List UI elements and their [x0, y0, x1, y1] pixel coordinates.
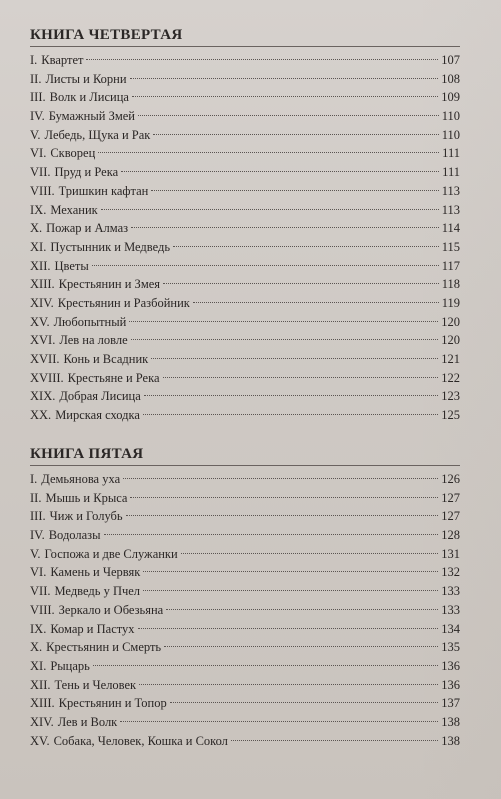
toc-entry: [30, 313, 460, 332]
dot-leader: [143, 571, 438, 572]
entry-page-number: 132: [441, 565, 460, 580]
entry-page-number: 138: [441, 733, 460, 748]
toc-entry: [30, 294, 460, 313]
entry-page-number: 119: [441, 295, 460, 310]
dot-leader: [104, 534, 439, 535]
entry-number: XI.: [30, 239, 47, 254]
book-five-divider: [30, 465, 460, 466]
entry-number: IX.: [30, 202, 47, 217]
toc-entry: [30, 107, 460, 126]
toc-entry: [30, 563, 460, 582]
book-four-contents: [30, 51, 460, 425]
toc-entry: [30, 694, 460, 713]
dot-leader: [138, 628, 439, 629]
dot-leader: [139, 684, 438, 685]
entry-number: XIII.: [30, 277, 55, 292]
entry-page-number: 137: [441, 696, 460, 711]
toc-entry: [30, 238, 460, 257]
dot-leader: [126, 515, 439, 516]
entry-number: IX.: [30, 621, 47, 636]
entry-number: VIII.: [30, 602, 55, 617]
entry-title: Комар и Пастух: [50, 621, 135, 636]
entry-number: XIII.: [30, 696, 55, 711]
entry-number: X.: [30, 640, 43, 655]
toc-entry: [30, 526, 460, 545]
entry-title: Демьянова уха: [41, 472, 121, 486]
entry-page-number: 122: [441, 370, 460, 385]
entry-page-number: 114: [441, 221, 460, 236]
dot-leader: [131, 227, 439, 228]
toc-entry: [30, 406, 460, 425]
entry-number: II.: [30, 490, 42, 505]
dot-leader: [163, 377, 439, 378]
book-five-contents: [30, 470, 460, 750]
dot-leader: [130, 78, 439, 79]
entry-number: XV.: [30, 733, 50, 748]
dot-leader: [131, 339, 439, 340]
entry-title: Крестьянин и Змея: [58, 277, 161, 292]
dot-leader: [231, 740, 438, 741]
entry-title: Чиж и Голубь: [49, 509, 123, 524]
entry-title: Медведь у Пчел: [54, 584, 141, 599]
book-four-divider: [30, 46, 460, 47]
dot-leader: [151, 190, 438, 191]
entry-page-number: 117: [441, 258, 460, 273]
entry-number: VI.: [30, 565, 47, 580]
entry-title: Крестьяне и Река: [67, 370, 160, 385]
entry-title: Цветы: [54, 258, 89, 273]
entry-title: Пустынник и Медведь: [50, 239, 171, 254]
entry-number: III.: [30, 90, 46, 105]
entry-title: Волк и Лисица: [49, 90, 129, 105]
book-four-title: КНИГА ЧЕТВЕРТАЯ: [30, 27, 183, 43]
entry-page-number: 120: [441, 333, 460, 348]
entry-title: Мирская сходка: [55, 408, 140, 423]
entry-title: Пруд и Река: [54, 165, 119, 180]
entry-number: IV.: [30, 528, 45, 543]
entry-page-number: 138: [441, 714, 460, 729]
toc-entry: [30, 657, 460, 676]
dot-leader: [130, 497, 438, 498]
toc-entry: [30, 732, 460, 751]
entry-number: X.: [30, 221, 43, 236]
toc-entry: [30, 257, 460, 276]
toc-entry: [30, 51, 460, 70]
entry-number: XI.: [30, 658, 47, 673]
entry-page-number: 136: [441, 658, 460, 673]
entry-page-number: 107: [441, 53, 460, 67]
entry-page-number: 127: [441, 490, 460, 505]
entry-number: V.: [30, 127, 41, 142]
entry-page-number: 111: [442, 146, 460, 161]
entry-page-number: 136: [441, 677, 460, 692]
entry-number: XIX.: [30, 389, 56, 404]
entry-page-number: 131: [441, 546, 460, 561]
entry-title: Добрая Лисица: [59, 389, 141, 404]
entry-number: VI.: [30, 146, 47, 161]
entry-title: Тень и Человек: [54, 677, 137, 692]
dot-leader: [132, 96, 438, 97]
entry-page-number: 113: [441, 202, 460, 217]
toc-entry: [30, 638, 460, 657]
toc-entry: [30, 182, 460, 201]
entry-page-number: 108: [441, 71, 460, 86]
toc-entry: [30, 470, 460, 489]
entry-number: XII.: [30, 258, 51, 273]
entry-page-number: 123: [441, 389, 460, 404]
entry-title: Любопытный: [53, 314, 127, 329]
entry-number: XIV.: [30, 295, 54, 310]
dot-leader: [92, 265, 439, 266]
toc-entry: [30, 620, 460, 639]
toc-entry: [30, 601, 460, 620]
toc-entry: [30, 88, 460, 107]
entry-title: Водолазы: [48, 528, 101, 543]
entry-title: Механик: [50, 202, 98, 217]
toc-entry: [30, 387, 460, 406]
entry-title: Лев на ловле: [59, 333, 128, 348]
entry-title: Скворец: [50, 146, 96, 161]
entry-title: Госпожа и две Служанки: [44, 546, 178, 561]
dot-leader: [121, 171, 439, 172]
entry-number: I.: [30, 472, 38, 486]
toc-entry: [30, 126, 460, 145]
entry-page-number: 110: [441, 127, 460, 142]
dot-leader: [164, 646, 438, 647]
toc-entry: [30, 331, 460, 350]
toc-entry: [30, 275, 460, 294]
entry-title: Конь и Всадник: [63, 352, 149, 366]
entry-title: Пожар и Алмаз: [46, 221, 129, 236]
toc-entry: [30, 676, 460, 695]
dot-leader: [120, 721, 438, 722]
entry-page-number: 133: [441, 602, 460, 617]
toc-entry: [30, 369, 460, 388]
entry-number: XVI.: [30, 333, 56, 348]
entry-page-number: 128: [441, 528, 460, 543]
entry-title: Крестьянин и Смерть: [46, 640, 162, 655]
entry-number: II.: [30, 71, 42, 86]
entry-page-number: 125: [441, 408, 460, 423]
dot-leader: [129, 321, 438, 322]
toc-entry: [30, 219, 460, 238]
entry-number: XVII.: [30, 352, 60, 366]
toc-entry: [30, 489, 460, 508]
dot-leader: [163, 283, 439, 284]
entry-title: Мышь и Крыса: [45, 490, 128, 505]
entry-title: Тришкин кафтан: [58, 183, 149, 198]
dot-leader: [153, 134, 438, 135]
dot-leader: [98, 152, 439, 153]
toc-entry: [30, 350, 460, 369]
entry-title: Крестьянин и Разбойник: [57, 295, 190, 310]
toc-entry: [30, 545, 460, 564]
entry-page-number: 109: [441, 90, 460, 105]
toc-entry: [30, 144, 460, 163]
entry-number: XX.: [30, 408, 52, 423]
toc-entry: [30, 163, 460, 182]
entry-page-number: 135: [441, 640, 460, 655]
entry-title: Крестьянин и Топор: [58, 696, 167, 711]
entry-number: IV.: [30, 109, 45, 124]
entry-page-number: 118: [441, 277, 460, 292]
entry-page-number: 134: [441, 621, 460, 636]
dot-leader: [123, 478, 438, 479]
dot-leader: [181, 553, 439, 554]
dot-leader: [101, 209, 439, 210]
dot-leader: [86, 59, 438, 60]
toc-entry: [30, 582, 460, 601]
entry-title: Бумажный Змей: [48, 109, 135, 124]
entry-title: Лебедь, Щука и Рак: [44, 127, 151, 142]
entry-page-number: 133: [441, 584, 460, 599]
entry-number: VII.: [30, 584, 51, 599]
toc-entry: [30, 507, 460, 526]
entry-page-number: 126: [441, 472, 460, 486]
entry-number: XVIII.: [30, 370, 64, 385]
dot-leader: [143, 414, 438, 415]
dot-leader: [151, 358, 438, 359]
dot-leader: [170, 702, 439, 703]
entry-title: Листы и Корни: [45, 71, 127, 86]
book-four-section: [30, 24, 460, 425]
entry-number: VII.: [30, 165, 51, 180]
toc-entry: [30, 713, 460, 732]
entry-page-number: 127: [441, 509, 460, 524]
entry-title: Камень и Червяк: [50, 565, 141, 580]
entry-title: Лев и Волк: [57, 714, 118, 729]
toc-entry: [30, 70, 460, 89]
entry-number: XIV.: [30, 714, 54, 729]
dot-leader: [143, 590, 438, 591]
entry-page-number: 113: [441, 183, 460, 198]
entry-number: V.: [30, 546, 41, 561]
entry-page-number: 110: [441, 109, 460, 124]
dot-leader: [93, 665, 438, 666]
entry-number: VIII.: [30, 183, 55, 198]
entry-page-number: 120: [441, 314, 460, 329]
entry-number: XV.: [30, 314, 50, 329]
entry-title: Рыцарь: [50, 658, 90, 673]
dot-leader: [138, 115, 439, 116]
book-five-title: КНИГА ПЯТАЯ: [30, 446, 144, 462]
entry-number: XII.: [30, 677, 51, 692]
entry-number: I.: [30, 53, 38, 67]
dot-leader: [166, 609, 438, 610]
entry-page-number: 115: [441, 239, 460, 254]
entry-title: Квартет: [41, 53, 84, 67]
entry-title: Зеркало и Обезьяна: [58, 602, 164, 617]
dot-leader: [173, 246, 439, 247]
toc-entry: [30, 201, 460, 220]
entry-page-number: 111: [442, 165, 460, 180]
dot-leader: [144, 395, 438, 396]
entry-title: Собака, Человек, Кошка и Сокол: [53, 733, 228, 748]
entry-number: III.: [30, 509, 46, 524]
entry-page-number: 121: [441, 352, 460, 366]
book-five-section: [30, 443, 460, 750]
dot-leader: [193, 302, 439, 303]
